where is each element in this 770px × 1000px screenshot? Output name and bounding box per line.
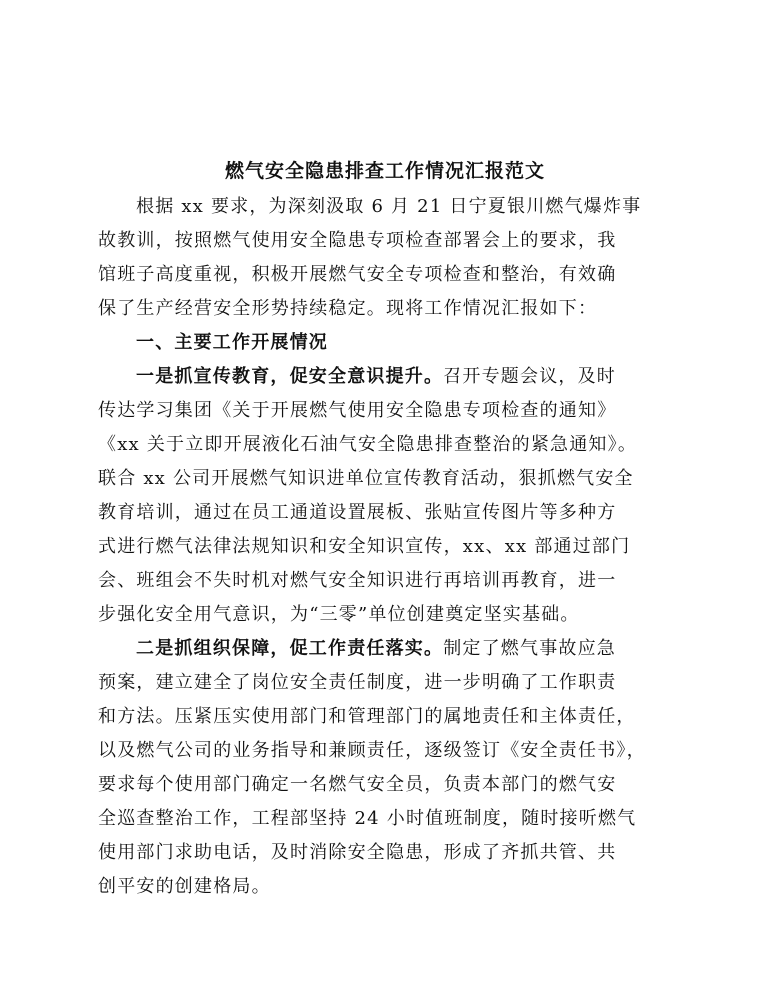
paragraph-line: 式进行燃气法律法规知识和安全知识宣传，xx、xx 部通过部门: [98, 536, 631, 557]
paragraph-line: 要求每个使用部门确定一名燃气安全员，负责本部门的燃气安: [98, 774, 617, 795]
document-body: [98, 190, 688, 904]
paragraph-line: 联合 xx 公司开展燃气知识进单位宣传教育活动，狠抓燃气安全: [98, 468, 634, 489]
paragraph-line: 以及燃气公司的业务指导和兼顾责任，逐级签订《安全责任书》，: [98, 740, 646, 761]
bold-lead-text: 一是抓宣传教育，促安全意识提升。: [136, 366, 444, 387]
paragraph-text: 召开专题会议，及时: [443, 366, 617, 387]
paragraph-line: 会、班组会不失时机对燃气安全知识进行再培训再教育，进一: [98, 570, 617, 591]
paragraph-line: 《xx 关于立即开展液化石油气安全隐患排查整治的紧急通知》。: [98, 434, 638, 455]
paragraph-line: [98, 360, 688, 394]
paragraph-line: 传达学习集团《关于开展燃气使用安全隐患专项检查的通知》: [98, 400, 617, 421]
paragraph-line: 和方法。压紧压实使用部门和管理部门的属地责任和主体责任，: [98, 706, 636, 727]
paragraph-line: 教育培训，通过在员工通道设置展板、张贴宣传图片等多种方: [98, 502, 617, 523]
paragraph-line: 根据 xx 要求，为深刻汲取 6 月 21 日宁夏银川燃气爆炸事: [136, 196, 642, 217]
paragraph-line: [98, 632, 688, 666]
paragraph-line: 全巡查整治工作，工程部坚持 24 小时值班制度，随时接听燃气: [98, 808, 637, 829]
document-title: 燃气安全隐患排查工作情况汇报范文: [224, 160, 545, 182]
paragraph-line: 保了生产经营安全形势持续稳定。现将工作情况汇报如下：: [98, 298, 598, 319]
section-heading: 一、主要工作开展情况: [136, 332, 328, 353]
paragraph-line: 故教训，按照燃气使用安全隐患专项检查部署会上的要求，我: [98, 230, 617, 251]
bold-lead-text: 二是抓组织保障，促工作责任落实。: [136, 638, 444, 659]
paragraph-line: 步强化安全用气意识，为“三零”单位创建奠定坚实基础。: [98, 604, 580, 625]
paragraph-text: 制定了燃气事故应急: [443, 638, 617, 659]
paragraph-line: 创平安的创建格局。: [98, 876, 271, 897]
paragraph-line: 馆班子高度重视，积极开展燃气安全专项检查和整治，有效确: [98, 264, 617, 285]
paragraph-line: 使用部门求助电话，及时消除安全隐患，形成了齐抓共管、共: [98, 842, 617, 863]
paragraph-line: 预案，建立建全了岗位安全责任制度，进一步明确了工作职责: [98, 672, 617, 693]
